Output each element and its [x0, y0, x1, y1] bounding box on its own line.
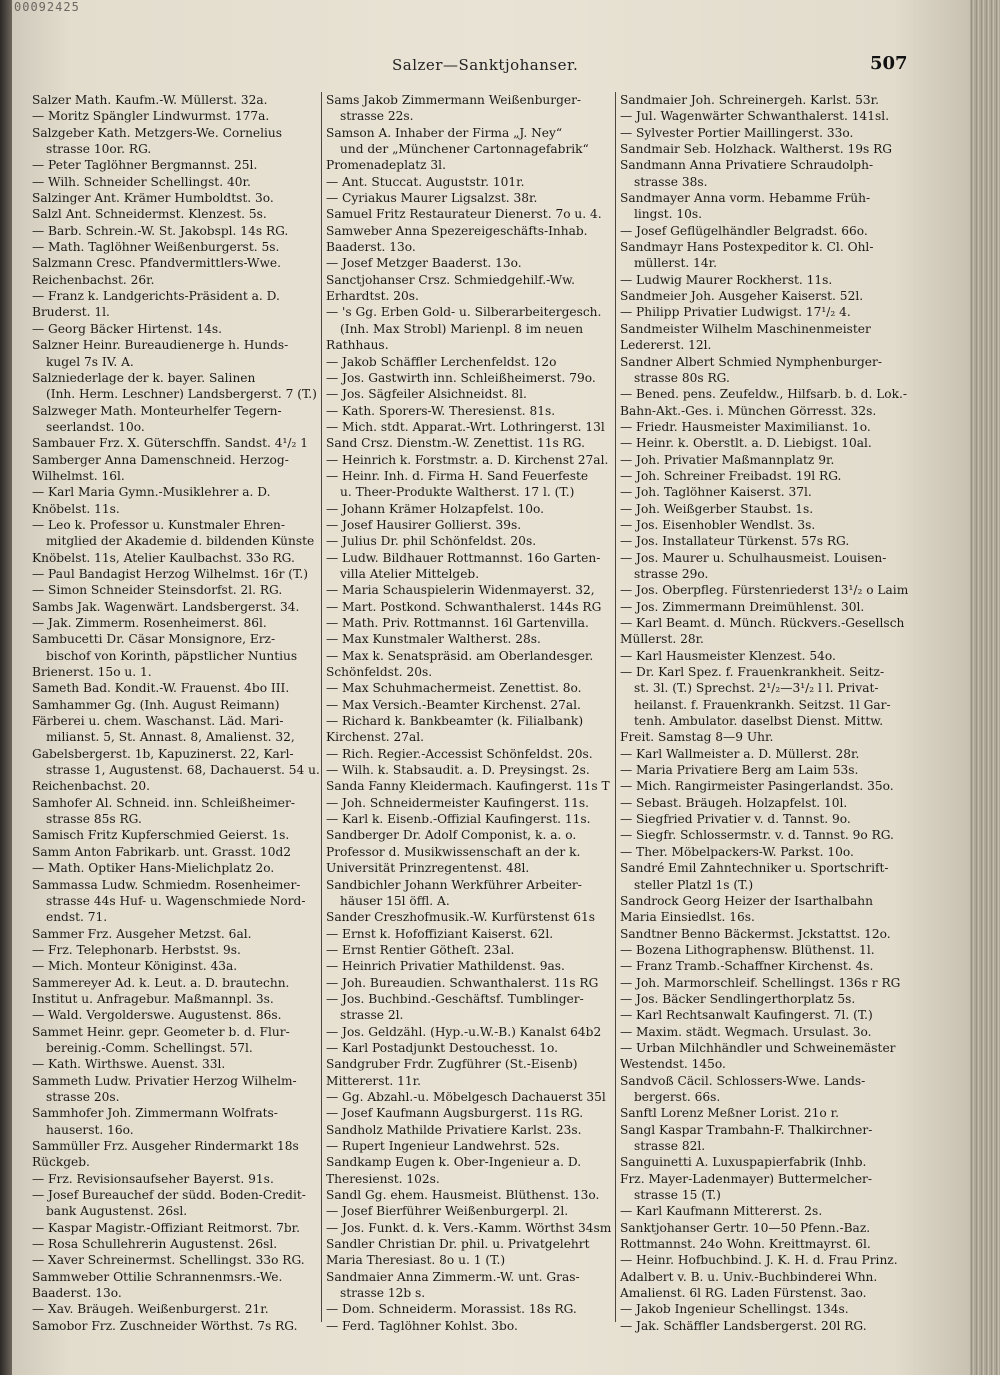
directory-entry-line: Sandmayr Hans Postexpeditor k. Cl. Ohl- — [620, 240, 874, 255]
page-stack-edge — [970, 0, 1000, 1375]
directory-entry-line: — Max k. Senatspräsid. am Oberlandesger. — [326, 648, 594, 663]
directory-entry-line: Amalienst. 6l RG. Laden Fürstenst. 3ao. — [620, 1286, 867, 1301]
directory-entry-line: — Joh. Weißgerber Staubst. 1s. — [620, 501, 814, 516]
directory-entry-line: strasse 22s. — [340, 109, 414, 124]
directory-entry-line: — Joh. Schreiner Freibadst. 19l RG. — [620, 468, 842, 483]
directory-entry-line: tenh. Ambulator. daselbst Dienst. Mittw. — [634, 714, 884, 729]
directory-entry-line: — Max Versich.-Beamter Kirchenst. 27al. — [326, 697, 581, 712]
directory-entry-line: Promenadeplatz 3l. — [326, 158, 446, 173]
directory-entry-line: — Maria Privatiere Berg am Laim 53s. — [620, 763, 859, 778]
directory-entry-line: — Jak. Zimmerm. Rosenheimerst. 86l. — [32, 616, 267, 630]
directory-entry-line: — Heinrich Privatier Mathildenst. 9as. — [326, 959, 565, 974]
page-header — [12, 53, 970, 80]
directory-entry-line: — Jos. Gastwirth inn. Schleißheimerst. 79o. — [326, 370, 596, 385]
directory-entry-line: Universität Prinzregentenst. 48l. — [326, 861, 530, 876]
directory-entry-line: — Friedr. Hausmeister Maximilianst. 1o. — [620, 419, 871, 434]
directory-entry-line: — Joh. Schneidermeister Kaufingerst. 11s. — [326, 795, 590, 810]
directory-entry-line: — Josef Hausirer Gollierst. 39s. — [326, 517, 522, 532]
directory-entry-line: Sander Creszhofmusik.-W. Kurfürstenst 61s — [326, 910, 596, 925]
directory-entry-line: Sandberger Dr. Adolf Componist, k. a. o. — [326, 828, 577, 843]
directory-entry-line: Sanguinetti A. Luxuspapierfabrik (Inhb. — [620, 1155, 867, 1170]
directory-entry-line: — Siegfried Privatier v. d. Tannst. 9o. — [620, 812, 851, 827]
directory-entry-line: seerlandst. 10o. — [46, 419, 145, 434]
directory-entry-line: — Max Schuhmachermeist. Zenettist. 8o. — [326, 681, 582, 696]
directory-entry-line: Salzmann Cresc. Pfandvermittlers-Wwe. — [32, 256, 282, 271]
directory-entry-line: — Heinr. Hofbuchbind. J. K. H. d. Frau Prinz. — [620, 1253, 898, 1268]
directory-entry-line: müllerst. 14r. — [634, 256, 718, 271]
directory-entry-line: — Bozena Lithographensw. Blüthenst. 1l. — [620, 942, 875, 957]
directory-entry-line: Sandner Albert Schmied Nymphenburger- — [620, 354, 882, 369]
directory-entry-line: lingst. 10s. — [634, 207, 702, 222]
directory-entry-line: — Simon Schneider Steinsdorfst. 2l. RG. — [32, 583, 283, 598]
directory-entry-line: (Inh. Max Strobl) Marienpl. 8 im neuen — [340, 321, 584, 336]
directory-entry-line: — Joh. Privatier Maßmannplatz 9r. — [620, 452, 835, 467]
directory-entry-line: — Franz k. Landgerichts-Präsident a. D. — [32, 289, 280, 304]
entries-column-3 — [620, 92, 912, 1334]
directory-entry-line: — Mich. stdt. Apparat.-Wrt. Lothringerst. 13l — [326, 419, 605, 434]
directory-entry-line: Sandtner Benno Bäckermst. Jckstattst. 12o. — [620, 926, 891, 941]
directory-entry-line: Sambauer Frz. X. Güterschffn. Sandst. 4¹/₂ 1 — [32, 436, 309, 451]
directory-entry-line: — Sylvester Portier Maillingerst. 33o. — [620, 125, 854, 140]
directory-entry-line: strasse 1, Augustenst. 68, Dachauerst. 54 u. — [46, 763, 320, 778]
directory-entry-line: Sandmeister Wilhelm Maschinenmeister — [620, 321, 871, 336]
directory-entry-line: — Georg Bäcker Hirtenst. 14s. — [32, 321, 223, 336]
scan-stamp: 00092425 — [14, 0, 80, 14]
directory-entry-line: strasse 85s RG. — [46, 812, 142, 827]
directory-entry-line: Wilhelmst. 16l. — [32, 468, 125, 483]
directory-entry-line: Professor d. Musikwissenschaft an der k. — [326, 844, 581, 859]
directory-entry-line: mitglied der Akademie d. bildenden Künste — [46, 534, 315, 549]
directory-entry-line: — Jos. Eisenhobler Wendlst. 3s. — [620, 517, 816, 532]
entries-column-1 — [32, 92, 322, 1334]
directory-entry-line: Sandmaier Anna Zimmerm.-W. unt. Gras- — [326, 1269, 580, 1284]
directory-entry-line: Sameth Bad. Kondit.-W. Frauenst. 4bo III. — [32, 681, 290, 696]
directory-entry-line: Samweber Anna Spezereigeschäfts-Inhab. — [326, 223, 588, 238]
directory-entry-line: — Rich. Regier.-Accessist Schönfeldst. 20s. — [326, 746, 593, 761]
directory-entry-line: Sandbichler Johann Werkführer Arbeiter- — [326, 877, 582, 892]
directory-entry-line: — Ther. Möbelpackers-W. Parkst. 10o. — [620, 844, 854, 859]
directory-entry-line: Sammassa Ludw. Schmiedm. Rosenheimer- — [32, 877, 301, 892]
directory-entry-line: Bruderst. 1l. — [32, 305, 110, 320]
directory-entry-line: Rathhaus. — [326, 338, 389, 353]
directory-entry-line: — Wilh. Schneider Schellingst. 40r. — [32, 174, 251, 189]
directory-entry-line: Brienerst. 15o u. 1. — [32, 665, 152, 680]
directory-entry-line: — Joh. Marmorschleif. Schellingst. 136s r RG — [620, 975, 901, 990]
directory-entry-line: — Leo k. Professor u. Kunstmaler Ehren- — [32, 517, 286, 532]
book-spine-shadow — [0, 0, 12, 1375]
directory-entry-line: — Karl Kaufmann Mittererst. 2s. — [620, 1204, 823, 1219]
directory-entry-line: — Xav. Bräugeh. Weißenburgerst. 21r. — [32, 1302, 269, 1317]
directory-entry-line: — Xaver Schreinermst. Schellingst. 33o RG. — [32, 1253, 305, 1268]
directory-entry-line: — Philipp Privatier Ludwigst. 17¹/₂ 4. — [620, 305, 851, 320]
directory-entry-line: strasse 29o. — [634, 566, 709, 581]
directory-entry-line: milianst. 5, St. Annast. 8, Amalienst. 32, — [46, 730, 295, 745]
entries-column-2 — [326, 92, 616, 1334]
directory-entry-line: bischof von Korinth, päpstlicher Nuntius — [46, 648, 298, 663]
directory-entry-line: — 's Gg. Erben Gold- u. Silberarbeitergesch. — [326, 305, 602, 320]
directory-entry-line: — Frz. Telephonarb. Herbstst. 9s. — [32, 942, 241, 957]
directory-entry-line: Ledererst. 12l. — [620, 338, 712, 353]
directory-entry-line: — Heinr. k. Oberstlt. a. D. Liebigst. 10al. — [620, 436, 872, 451]
directory-entry-line: st. 3l. (T.) Sprechst. 2¹/₂—3¹/₂ l l. Privat- — [634, 681, 879, 696]
directory-entry-line: Sandholz Mathilde Privatiere Karlst. 23s. — [326, 1122, 582, 1137]
directory-entry-line: Maria Theresiast. 8o u. 1 (T.) — [326, 1253, 506, 1268]
directory-entry-line: Sandmaier Joh. Schreinergeh. Karlst. 53r. — [620, 93, 880, 107]
directory-entry-line: — Karl Rechtsanwalt Kaufingerst. 7l. (T.) — [620, 1008, 873, 1023]
directory-entry-line: — Heinr. Inh. d. Firma H. Sand Feuerfeste — [326, 468, 589, 483]
directory-entry-line: Sandvoß Cäcil. Schlossers-Wwe. Lands- — [620, 1073, 866, 1088]
directory-entry-line: Sandmair Seb. Holzhack. Waltherst. 19s RG — [620, 142, 893, 157]
directory-entry-line: Sambucetti Dr. Cäsar Monsignore, Erz- — [32, 632, 276, 647]
directory-entry-line: — Jos. Bäcker Sendlingerthorplatz 5s. — [620, 991, 856, 1006]
directory-entry-line: Erhardtst. 20s. — [326, 289, 419, 304]
directory-entry-line: Samhofer Al. Schneid. inn. Schleißheimer- — [32, 795, 295, 810]
directory-entry-line: — Josef Bureauchef der südd. Boden-Credit- — [32, 1188, 306, 1203]
directory-entry-line: — Karl Maria Gymn.-Musiklehrer a. D. — [32, 485, 271, 500]
directory-entry-line: kugel 7s IV. A. — [46, 354, 134, 369]
directory-entry-line: — Jakob Ingenieur Schellingst. 134s. — [620, 1302, 849, 1317]
directory-entry-line: — Josef Metzger Baaderst. 13o. — [326, 256, 522, 271]
directory-entry-line: — Jos. Buchbind.-Geschäftsf. Tumblinger- — [326, 991, 584, 1006]
directory-entry-line: — Urban Milchhändler und Schweinemäster — [620, 1040, 896, 1055]
directory-entry-line: strasse 82l. — [634, 1139, 706, 1153]
directory-entry-line: — Kath. Sporers-W. Theresienst. 81s. — [326, 403, 556, 418]
directory-entry-line: — Heinrich k. Forstmstr. a. D. Kirchenst 27al. — [326, 452, 609, 467]
directory-entry-line: — Rupert Ingenieur Landwehrst. 52s. — [326, 1139, 560, 1153]
directory-entry-line: — Siegfr. Schlossermstr. v. d. Tannst. 9o RG. — [620, 828, 894, 843]
directory-entry-line: — Ernst k. Hofoffiziant Kaiserst. 62l. — [326, 926, 554, 941]
directory-entry-line: — Richard k. Bankbeamter (k. Filialbank) — [326, 714, 584, 729]
directory-entry-line: — Karl Beamt. d. Münch. Rückvers.-Gesellsch — [620, 616, 905, 630]
directory-entry-line: häuser 15l öffl. A. — [340, 893, 450, 908]
directory-entry-line: — Barb. Schrein.-W. St. Jakobspl. 14s RG. — [32, 223, 289, 238]
directory-entry-line: strasse 12b s. — [340, 1286, 426, 1301]
directory-entry-line: — Ant. Stuccat. Auguststr. 101r. — [326, 174, 525, 189]
directory-entry-line: Knöbelst. 11s. — [32, 501, 120, 516]
directory-entry-line: — Johann Krämer Holzapfelst. 10o. — [326, 501, 545, 516]
directory-entry-line: Salzner Heinr. Bureaudienerge h. Hunds- — [32, 338, 289, 353]
directory-entry-line: Sandrock Georg Heizer der Isarthalbahn — [620, 893, 873, 908]
directory-entry-line: strasse 10or. RG. — [46, 142, 152, 157]
directory-entry-line: — Peter Taglöhner Bergmannst. 25l. — [32, 158, 258, 173]
directory-entry-line: — Cyriakus Maurer Ligsalzst. 38r. — [326, 191, 538, 206]
directory-entry-line: — Sebast. Bräugeh. Holzapfelst. 10l. — [620, 795, 848, 810]
directory-entry-line: strasse 15 (T.) — [634, 1188, 721, 1203]
directory-entry-line: Sammereyer Ad. k. Leut. a. D. brautechn. — [32, 975, 290, 990]
directory-entry-line: Sandgruber Frdr. Zugführer (St.-Eisenb) — [326, 1057, 578, 1072]
directory-entry-line: — Joh. Bureaudien. Schwanthalerst. 11s RG — [326, 975, 599, 990]
directory-entry-line: Sanctjohanser Crsz. Schmiedgehilf.-Ww. — [326, 272, 575, 287]
directory-entry-line: — Jakob Schäffler Lerchenfeldst. 12o — [326, 354, 557, 369]
directory-entry-line: Westendst. 145o. — [620, 1057, 726, 1072]
directory-entry-line: — Karl Wallmeister a. D. Müllerst. 28r. — [620, 746, 860, 761]
directory-entry-line: Kirchenst. 27al. — [326, 730, 425, 745]
directory-entry-line: — Math. Priv. Rottmannst. 16l Gartenvilla. — [326, 616, 589, 630]
directory-entry-line: Samisch Fritz Kupferschmied Geierst. 1s. — [32, 828, 290, 843]
directory-entry-line: — Ludw. Bildhauer Rottmannst. 16o Garten- — [326, 550, 601, 565]
directory-entry-line: Samhammer Gg. (Inh. August Reimann) — [32, 697, 280, 712]
directory-entry-line: Baaderst. 13o. — [32, 1286, 122, 1301]
directory-entry-line: — Josef Bierführer Weißenburgerpl. 2l. — [326, 1204, 569, 1219]
directory-entry-line: Samberger Anna Damenschneid. Herzog- — [32, 452, 289, 467]
directory-entry-line: Sandré Emil Zahntechniker u. Sportschrift- — [620, 861, 889, 876]
directory-entry-line: — Mich. Rangirmeister Pasingerlandst. 35o. — [620, 779, 894, 794]
directory-entry-line: Sammeth Ludw. Privatier Herzog Wilhelm- — [32, 1073, 297, 1088]
directory-entry-line: Sams Jakob Zimmermann Weißenburger- — [326, 93, 582, 107]
directory-entry-line: — Wald. Vergolderswe. Augustenst. 86s. — [32, 1008, 282, 1023]
directory-page — [12, 0, 970, 1375]
directory-entry-line: — Mich. Monteur Königinst. 43a. — [32, 959, 238, 974]
directory-entry-line: Samm Anton Fabrikarb. unt. Grasst. 10d2 — [32, 844, 292, 859]
directory-entry-line: — Jos. Oberpfleg. Fürstenriederst 13¹/₂ o Laim — [620, 583, 909, 598]
directory-entry-line: Mittererst. 11r. — [326, 1073, 422, 1088]
directory-entry-line: — Moritz Spängler Lindwurmst. 177a. — [32, 109, 270, 124]
directory-entry-line: Gabelsbergerst. 1b, Kapuzinerst. 22, Karl- — [32, 746, 294, 761]
directory-entry-line: bank Augustenst. 26sl. — [46, 1204, 188, 1219]
directory-entry-line: Schönfeldst. 20s. — [326, 665, 433, 680]
directory-entry-line: — Jos. Geldzähl. (Hyp.-u.W.-B.) Kanalst 64b2 — [326, 1024, 602, 1039]
directory-entry-line: Reichenbachst. 20. — [32, 779, 151, 794]
directory-entry-line: Salzinger Ant. Krämer Humboldtst. 3o. — [32, 191, 274, 206]
directory-entry-line: — Julius Dr. phil Schönfeldst. 20s. — [326, 534, 537, 549]
directory-entry-line: bergerst. 66s. — [634, 1089, 721, 1104]
directory-entry-line: Samson A. Inhaber der Firma „J. Ney“ — [326, 125, 563, 140]
directory-entry-line: heilanst. f. Frauenkrankh. Seitzst. 1l Gar- — [634, 697, 891, 712]
directory-entry-line: Bahn-Akt.-Ges. i. München Görresst. 32s. — [620, 403, 877, 418]
directory-entry-line: Salzer Math. Kaufm.-W. Müllerst. 32a. — [32, 93, 268, 107]
directory-entry-line: Sandmeier Joh. Ausgeher Kaiserst. 52l. — [620, 289, 864, 304]
directory-entry-line: Sandmayer Anna vorm. Hebamme Früh- — [620, 191, 871, 206]
directory-entry-line: Salzweger Math. Monteurhelfer Tegern- — [32, 403, 282, 418]
directory-entry-line: Sanktjohanser Gertr. 10—50 Pfenn.-Baz. — [620, 1220, 871, 1235]
directory-entry-line: strasse 44s Huf- u. Wagenschmiede Nord- — [46, 893, 306, 908]
directory-entry-line: — Jak. Schäffler Landsbergerst. 20l RG. — [620, 1318, 867, 1333]
running-head: Salzer—Sanktjohanser. — [392, 56, 579, 74]
directory-entry-line: — Jos. Installateur Türkenst. 57s RG. — [620, 534, 850, 549]
directory-entry-line: — Kath. Wirthswe. Auenst. 33l. — [32, 1057, 226, 1072]
directory-entry-line: Rottmannst. 24o Wohn. Kreittmayrst. 6l. — [620, 1237, 871, 1252]
directory-entry-line: — Jos. Zimmermann Dreimühlenst. 30l. — [620, 599, 865, 614]
directory-entry-line: Färberei u. chem. Waschanst. Läd. Mari- — [32, 714, 284, 729]
directory-entry-line: Maria Einsiedlst. 16s. — [620, 910, 755, 925]
directory-entry-line: Salzgeber Kath. Metzgers-We. Cornelius — [32, 125, 283, 140]
directory-entry-line: Sanftl Lorenz Meßner Lorist. 21o r. — [620, 1106, 839, 1121]
directory-entry-line: — Franz Tramb.-Schaffner Kirchenst. 4s. — [620, 959, 874, 974]
directory-entry-line: — Karl Hausmeister Klenzest. 54o. — [620, 648, 836, 663]
directory-entry-line: — Karl Postadjunkt Destouchesst. 1o. — [326, 1040, 559, 1055]
directory-entry-line: — Wilh. k. Stabsaudit. a. D. Preysingst. 2s. — [326, 763, 590, 778]
directory-entry-line: Sangl Kaspar Trambahn-F. Thalkirchner- — [620, 1122, 873, 1137]
directory-entry-line: — Dom. Schneiderm. Morassist. 18s RG. — [326, 1302, 577, 1317]
directory-entry-line: Reichenbachst. 26r. — [32, 272, 155, 287]
directory-entry-line: — Josef Kaufmann Augsburgerst. 11s RG. — [326, 1106, 584, 1121]
directory-entry-line: Sammüller Frz. Ausgeher Rindermarkt 18s — [32, 1139, 299, 1153]
directory-entry-line: — Jos. Sägfeiler Alsichneidst. 8l. — [326, 387, 527, 402]
directory-entry-line: strasse 20s. — [46, 1089, 120, 1104]
directory-entry-line: Institut u. Anfragebur. Maßmannpl. 3s. — [32, 991, 274, 1006]
directory-entry-line: — Frz. Revisionsaufseher Bayerst. 91s. — [32, 1171, 274, 1186]
directory-entry-line: — Ernst Rentier Götheſt. 23al. — [326, 942, 515, 957]
directory-entry-line: villa Atelier Mittelgeb. — [340, 566, 480, 581]
directory-entry-line: — Josef Geflügelhändler Belgradst. 66o. — [620, 223, 868, 238]
directory-entry-line: Sandler Christian Dr. phil. u. Privatgelehrt — [326, 1237, 590, 1252]
directory-entry-line: u. Theer-Produkte Waltherst. 17 l. (T.) — [340, 485, 575, 500]
directory-entry-line: — Mart. Postkond. Schwanthalerst. 144s RG — [326, 599, 602, 614]
directory-entry-line: bereinig.-Comm. Schellingst. 57l. — [46, 1040, 253, 1055]
directory-entry-line: Sammet Heinr. gepr. Geometer b. d. Flur- — [32, 1024, 290, 1039]
directory-entry-line: Knöbelst. 11s, Atelier Kaulbachst. 33o RG. — [32, 550, 295, 565]
directory-entry-line: Rückgeb. — [32, 1155, 90, 1170]
directory-entry-line: — Joh. Taglöhner Kaiserst. 37l. — [620, 485, 812, 500]
directory-entry-line: und der „Münchener Cartonnagefabrik“ — [340, 142, 589, 157]
directory-entry-line: Sammhofer Joh. Zimmermann Wolfrats- — [32, 1106, 278, 1121]
directory-entry-line: steller Platzl 1s (T.) — [634, 877, 754, 892]
directory-entry-line: — Max Kunstmaler Waltherst. 28s. — [326, 632, 541, 647]
directory-entry-line: Samuel Fritz Restaurateur Dienerst. 7o u. 4. — [326, 207, 602, 222]
directory-entry-line: strasse 2l. — [340, 1008, 404, 1023]
directory-entry-line: Salzniederlage der k. bayer. Salinen — [32, 370, 256, 385]
directory-entry-line: Sambs Jak. Wagenwärt. Landsbergerst. 34. — [32, 599, 300, 614]
directory-entry-line: — Paul Bandagist Herzog Wilhelmst. 16r (T.) — [32, 566, 309, 581]
directory-entry-line: — Jul. Wagenwärter Schwanthalerst. 141sl. — [620, 109, 890, 124]
directory-entry-line: Sandl Gg. ehem. Hausmeist. Blüthenst. 13o. — [326, 1188, 600, 1203]
directory-entry-line: — Rosa Schullehrerin Augustenst. 26sl. — [32, 1237, 278, 1252]
directory-entry-line: Freit. Samstag 8—9 Uhr. — [620, 730, 774, 745]
directory-entry-line: Salzl Ant. Schneidermst. Klenzest. 5s. — [32, 207, 267, 222]
directory-entry-line: — Kaspar Magistr.-Offiziant Reitmorst. 7br. — [32, 1220, 301, 1235]
directory-entry-line: — Karl k. Eisenb.-Offizial Kaufingerst. 11s. — [326, 812, 591, 827]
directory-entry-line: (Inh. Herm. Leschner) Landsbergerst. 7 (T.) — [46, 387, 317, 402]
directory-entry-line: — Maria Schauspielerin Widenmayerst. 32, — [326, 583, 595, 598]
directory-entry-line: — Ferd. Taglöhner Kohlst. 3bo. — [326, 1318, 518, 1333]
directory-entry-line: — Math. Taglöhner Weißenburgerst. 5s. — [32, 240, 280, 255]
directory-entry-line: strasse 80s RG. — [634, 370, 730, 385]
directory-entry-line: — Ludwig Maurer Rockherst. 11s. — [620, 272, 833, 287]
directory-entry-line: Adalbert v. B. u. Univ.-Buchbinderei Whn. — [620, 1269, 878, 1284]
page-number: 507 — [870, 53, 908, 74]
directory-entry-line: Samobor Frz. Zuschneider Wörthst. 7s RG. — [32, 1318, 298, 1333]
directory-entry-line: Sammer Frz. Ausgeher Metzst. 6al. — [32, 926, 252, 941]
directory-entry-line: Frz. Mayer-Ladenmayer) Buttermelcher- — [620, 1171, 872, 1186]
directory-entry-line: — Jos. Maurer u. Schulhausmeist. Louisen- — [620, 550, 887, 565]
directory-entry-line: — Maxim. städt. Wegmach. Ursulast. 3o. — [620, 1024, 872, 1039]
directory-entry-line: — Dr. Karl Spez. f. Frauenkrankheit. Seitz- — [620, 665, 885, 680]
directory-entry-line: — Bened. pens. Zeufeldw., Hilfsarb. b. d. Lok.- — [620, 387, 908, 402]
directory-entry-line: — Math. Optiker Hans-Mielichplatz 2o. — [32, 861, 275, 876]
directory-entry-line: — Jos. Funkt. d. k. Vers.-Kamm. Wörthst 34sm — [326, 1220, 612, 1235]
directory-entry-line: hauserst. 16o. — [46, 1122, 134, 1137]
directory-entry-line: endst. 71. — [46, 910, 108, 925]
directory-entry-line: Sandmann Anna Privatiere Schraudolph- — [620, 158, 874, 173]
directory-entry-line: — Gg. Abzahl.-u. Möbelgesch Dachauerst 35l — [326, 1089, 606, 1104]
directory-entry-line: Müllerst. 28r. — [620, 632, 704, 647]
directory-entry-line: Sammweber Ottilie Schrannenmsrs.-We. — [32, 1269, 283, 1284]
directory-entry-line: Baaderst. 13o. — [326, 240, 416, 255]
directory-entry-line: Sanda Fanny Kleidermach. Kaufingerst. 11s T — [326, 779, 610, 794]
directory-entry-line: Sandkamp Eugen k. Ober-Ingenieur a. D. — [326, 1155, 582, 1170]
directory-entry-line: Sand Crsz. Dienstm.-W. Zenettist. 11s RG. — [326, 436, 585, 451]
directory-entry-line: strasse 38s. — [634, 174, 708, 189]
directory-entry-line: Theresienst. 102s. — [326, 1171, 440, 1186]
